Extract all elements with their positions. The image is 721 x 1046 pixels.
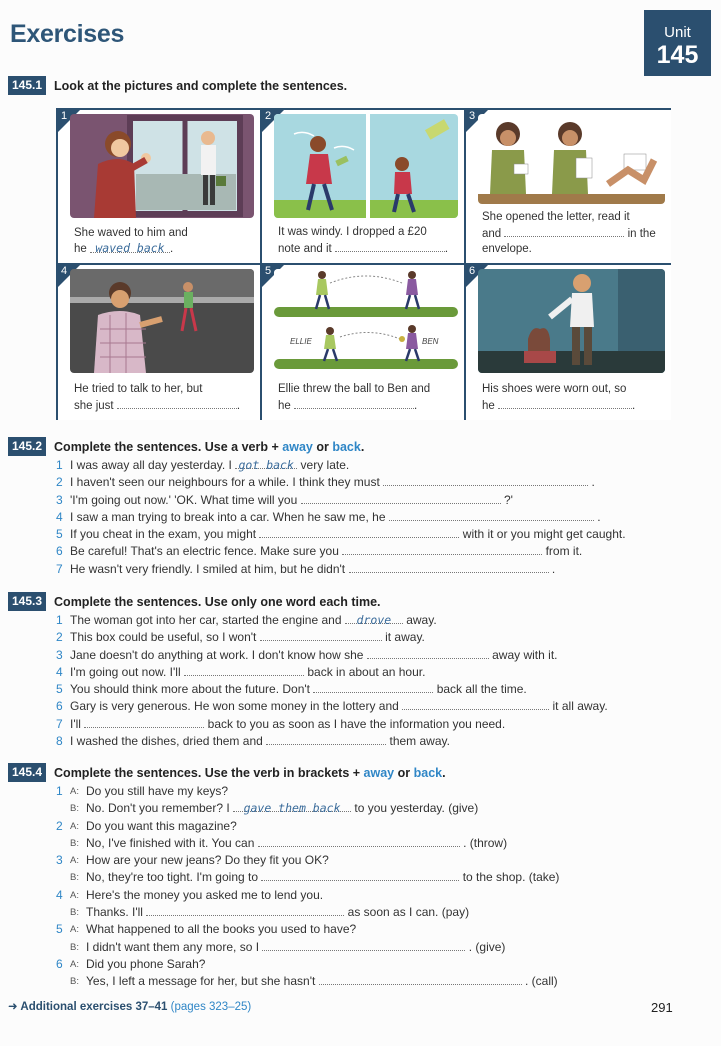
speaker-a: A: bbox=[70, 786, 79, 797]
item-suffix: back to you as soon as I have the information you need. bbox=[207, 716, 506, 731]
dialogue-question bbox=[56, 783, 559, 800]
speaker-a: A: bbox=[70, 924, 79, 936]
dialogue-question bbox=[56, 852, 559, 869]
exercise-item bbox=[56, 457, 626, 474]
cell-3-line-2b: in the bbox=[627, 228, 656, 240]
item-number: 2 bbox=[56, 818, 63, 833]
item-prefix: I saw a man trying to break into a car. When he saw me, he bbox=[70, 509, 386, 524]
dialogue-question bbox=[56, 818, 559, 835]
dialogue-answer bbox=[56, 904, 559, 921]
speaker-b: B: bbox=[70, 872, 79, 884]
cell-number: 2 bbox=[265, 110, 272, 122]
section-instruction: Look at the pictures and complete the sentences. bbox=[54, 78, 348, 93]
cell-3-line-1: She opened the letter, read it bbox=[482, 211, 630, 223]
item-prefix: This box could be useful, so I won't bbox=[70, 630, 257, 645]
item-number: 2 bbox=[56, 630, 63, 645]
item-prefix: Thanks. I'll bbox=[86, 905, 143, 920]
item-number-spacer bbox=[56, 904, 70, 921]
waving-woman-illustration bbox=[70, 114, 254, 218]
item-prefix: You should think more about the future. Don't bbox=[70, 682, 311, 697]
item-prefix: The woman got into her car, started the engine and bbox=[70, 613, 342, 627]
section-145-1-header bbox=[8, 76, 347, 95]
answer-text bbox=[86, 800, 478, 817]
question-text: Do you still have my keys? bbox=[86, 784, 229, 798]
item-number-spacer bbox=[56, 869, 70, 886]
page-title: Exercises bbox=[10, 20, 125, 48]
item-text bbox=[70, 457, 349, 474]
cell-3-line-3: envelope. bbox=[482, 243, 532, 255]
speaker-b: B: bbox=[70, 837, 79, 849]
answer-blank[interactable] bbox=[258, 835, 460, 847]
item-number: 8 bbox=[56, 734, 63, 749]
answer-text bbox=[86, 973, 558, 990]
item-text bbox=[70, 543, 582, 560]
item-prefix: If you cheat in the exam, you might bbox=[70, 527, 257, 542]
answer-blank[interactable]: drove bbox=[345, 612, 403, 624]
item-number: 7 bbox=[56, 561, 63, 576]
item-suffix: . bbox=[597, 509, 601, 524]
item-text bbox=[70, 716, 505, 733]
item-prefix: No, I've finished with it. You can bbox=[86, 835, 255, 850]
picture-cell-5 bbox=[262, 265, 464, 420]
exercise-item bbox=[56, 526, 626, 543]
item-number-spacer bbox=[56, 800, 70, 817]
item-suffix: it away. bbox=[385, 630, 425, 645]
item-suffix: to you yesterday. (give) bbox=[354, 801, 479, 816]
cell-number: 6 bbox=[469, 265, 476, 277]
answer-blank[interactable] bbox=[259, 526, 459, 538]
item-prefix: I didn't want them any more, so I bbox=[86, 939, 260, 954]
item-number: 5 bbox=[56, 682, 63, 697]
item-prefix: I'm going out now. I'll bbox=[70, 664, 181, 679]
link-pages: (pages 323–25) bbox=[170, 1001, 252, 1013]
item-suffix: very late. bbox=[300, 458, 350, 472]
answer-blank[interactable]: gave them back bbox=[233, 800, 351, 812]
item-prefix: 'I'm going out now.' 'OK. What time will you bbox=[70, 492, 298, 507]
speaker-b: B: bbox=[70, 976, 79, 988]
windy-illustration bbox=[274, 114, 458, 218]
item-text bbox=[70, 733, 450, 750]
item-suffix: back all the time. bbox=[436, 682, 527, 697]
ellie-label: ELLIE bbox=[290, 337, 312, 346]
exercise-item bbox=[56, 474, 626, 491]
speaker-a: A: bbox=[70, 855, 79, 867]
picture-cell-3 bbox=[466, 110, 671, 263]
item-number-spacer bbox=[56, 939, 70, 956]
exercise-item bbox=[56, 492, 626, 509]
item-prefix: No, they're too tight. I'm going to bbox=[86, 870, 259, 885]
cell-6-answer-blank bbox=[498, 397, 632, 409]
item-text bbox=[70, 492, 513, 509]
unit-label: Unit bbox=[664, 24, 691, 41]
picture-grid bbox=[56, 108, 671, 420]
instruction-or: or bbox=[397, 765, 411, 780]
answer-text bbox=[86, 904, 469, 921]
section-instruction bbox=[54, 766, 446, 780]
item-text bbox=[70, 526, 626, 543]
question-text: What happened to all the books you used to have? bbox=[86, 922, 357, 937]
dialogue-question bbox=[56, 956, 559, 973]
item-suffix: them away. bbox=[389, 734, 450, 749]
unit-badge bbox=[644, 10, 711, 76]
answer-blank[interactable]: got back bbox=[235, 457, 297, 469]
cell-2-answer-blank bbox=[335, 240, 445, 252]
item-number: 6 bbox=[56, 544, 63, 559]
speaker-a: A: bbox=[70, 958, 79, 970]
item-prefix: Jane doesn't do anything at work. I don't know how she bbox=[70, 647, 364, 662]
item-prefix: I was away all day yesterday. I bbox=[70, 458, 232, 472]
answer-blank[interactable] bbox=[146, 904, 344, 916]
speaker-a: A: bbox=[70, 820, 79, 832]
item-suffix: . bbox=[551, 561, 556, 576]
section-145-4-items bbox=[56, 783, 559, 991]
question-text: How are your new jeans? Do they fit you OK? bbox=[86, 853, 329, 868]
cell-2-line-2a: note and it bbox=[278, 243, 332, 255]
item-text bbox=[70, 629, 425, 646]
letter-reading-illustration bbox=[478, 114, 665, 204]
cell-2-line-1: It was windy. I dropped a £20 bbox=[278, 226, 427, 238]
ball-throw-illustration bbox=[274, 269, 458, 373]
cell-5-line-2a: he bbox=[278, 400, 291, 412]
arrow-icon: ➜ bbox=[8, 1001, 18, 1013]
item-prefix: Gary is very generous. He won some money in the lottery and bbox=[70, 699, 399, 714]
item-prefix: I washed the dishes, dried them and bbox=[70, 734, 263, 749]
keyword-away: away bbox=[282, 439, 313, 454]
keyword-away: away bbox=[363, 765, 395, 780]
answer-blank[interactable] bbox=[342, 543, 542, 555]
section-145-2-header bbox=[8, 437, 364, 456]
answer-text bbox=[86, 835, 507, 852]
item-suffix: as soon as I can. (pay) bbox=[347, 905, 470, 920]
section-instruction: Complete the sentences. Use only one word each time. bbox=[54, 594, 381, 609]
instruction-period: . bbox=[442, 765, 446, 780]
exercise-item bbox=[56, 698, 608, 715]
section-145-3-items bbox=[56, 612, 608, 750]
cell-6-line-2b: . bbox=[632, 400, 636, 412]
keyword-back: back bbox=[413, 765, 443, 780]
answer-text bbox=[86, 939, 505, 956]
answer-blank[interactable] bbox=[184, 664, 304, 676]
dialogue-question bbox=[56, 921, 559, 938]
exercise-item bbox=[56, 612, 608, 629]
picture-cell-4 bbox=[58, 265, 260, 420]
item-text bbox=[70, 474, 595, 491]
question-text: Do you want this magazine? bbox=[86, 818, 237, 833]
cell-4-line-2b: . bbox=[236, 400, 241, 412]
answer-blank[interactable] bbox=[367, 647, 489, 659]
exercise-item bbox=[56, 629, 608, 646]
keyword-back: back bbox=[332, 439, 361, 454]
item-prefix: I haven't seen our neighbours for a while. I think they must bbox=[70, 475, 380, 490]
answer-text bbox=[86, 869, 559, 886]
answer-blank[interactable] bbox=[383, 474, 588, 486]
item-text bbox=[70, 612, 437, 629]
item-text bbox=[70, 647, 557, 664]
question-text: Did you phone Sarah? bbox=[86, 956, 206, 971]
item-suffix: ?' bbox=[503, 492, 513, 507]
item-number: 5 bbox=[56, 527, 63, 542]
item-suffix: to the shop. (take) bbox=[462, 870, 560, 885]
ben-label: BEN bbox=[422, 337, 439, 346]
dialogue-question bbox=[56, 887, 559, 904]
item-suffix: with it or you might get caught. bbox=[462, 527, 626, 542]
cell-1-line-2a: he bbox=[74, 243, 87, 255]
item-prefix: I'll bbox=[70, 716, 81, 731]
item-number: 3 bbox=[56, 853, 63, 868]
cell-4-answer-blank bbox=[117, 397, 237, 409]
cell-3-line-2a: and bbox=[482, 228, 502, 240]
exercise-item bbox=[56, 716, 608, 733]
exercise-item bbox=[56, 733, 608, 750]
exercise-item bbox=[56, 509, 626, 526]
item-text bbox=[70, 698, 608, 715]
picture-cell-1 bbox=[58, 110, 260, 263]
cell-number: 5 bbox=[265, 265, 272, 277]
cell-1-line-1: She waved to him and bbox=[74, 227, 188, 239]
item-text bbox=[70, 509, 601, 526]
answer-blank[interactable] bbox=[260, 629, 382, 641]
instruction-period: . bbox=[360, 439, 365, 454]
item-suffix: it all away. bbox=[552, 699, 608, 714]
answer-blank[interactable] bbox=[261, 869, 459, 881]
instruction-text: Complete the sentences. Use a verb + bbox=[54, 439, 279, 454]
cell-4-line-1: He tried to talk to her, but bbox=[74, 383, 203, 395]
exercise-item bbox=[56, 561, 626, 578]
section-instruction bbox=[54, 440, 364, 454]
item-suffix: . (give) bbox=[468, 939, 506, 954]
section-145-4-header bbox=[8, 763, 446, 782]
section-number: 145.1 bbox=[8, 76, 46, 95]
unit-number: 145 bbox=[656, 41, 699, 69]
exercise-item bbox=[56, 543, 626, 560]
item-number: 4 bbox=[56, 509, 63, 524]
dialogue-answer bbox=[56, 869, 559, 886]
page-number: 291 bbox=[651, 1000, 673, 1015]
item-text bbox=[70, 561, 555, 578]
item-number: 2 bbox=[56, 475, 63, 490]
picture-cell-6 bbox=[466, 265, 671, 420]
item-number: 7 bbox=[56, 716, 63, 731]
item-prefix: No. Don't you remember? I bbox=[86, 801, 230, 816]
item-prefix: He wasn't very friendly. I smiled at him, but he didn't bbox=[70, 561, 346, 576]
section-number: 145.4 bbox=[8, 763, 46, 782]
link-text: Additional exercises 37–41 bbox=[20, 1001, 168, 1013]
item-number: 1 bbox=[56, 458, 63, 472]
item-number: 4 bbox=[56, 664, 63, 679]
answer-blank[interactable] bbox=[313, 681, 433, 693]
item-suffix: away. bbox=[406, 613, 437, 627]
cell-4-line-2a: she just bbox=[74, 400, 114, 412]
cell-1-line-2b: . bbox=[170, 243, 174, 255]
item-number-spacer bbox=[56, 835, 70, 852]
exercise-item bbox=[56, 681, 608, 698]
cell-6-line-1: His shoes were worn out, so bbox=[482, 383, 627, 395]
speaker-b: B: bbox=[70, 803, 79, 815]
worn-shoes-illustration bbox=[478, 269, 665, 373]
cell-number: 1 bbox=[61, 110, 68, 122]
dialogue-answer bbox=[56, 835, 559, 852]
answer-blank[interactable] bbox=[84, 716, 204, 728]
answer-blank[interactable] bbox=[319, 973, 522, 985]
dialogue-answer bbox=[56, 973, 559, 990]
item-prefix: Yes, I left a message for her, but she hasn't bbox=[86, 974, 316, 989]
speaker-a: A: bbox=[70, 889, 79, 901]
answer-blank[interactable] bbox=[402, 698, 549, 710]
item-suffix: . (throw) bbox=[463, 835, 508, 850]
item-suffix: . (call) bbox=[525, 974, 558, 989]
item-number: 4 bbox=[56, 887, 63, 902]
item-number: 6 bbox=[56, 956, 63, 971]
item-number: 6 bbox=[56, 699, 63, 714]
instruction-text: Complete the sentences. Use the verb in brackets + bbox=[54, 765, 361, 780]
item-number: 3 bbox=[56, 647, 63, 662]
instruction-or: or bbox=[316, 439, 329, 454]
cell-2-line-2b: . bbox=[444, 243, 449, 255]
answer-blank[interactable] bbox=[266, 733, 386, 745]
additional-exercises-link[interactable] bbox=[8, 999, 251, 1013]
section-number: 145.2 bbox=[8, 437, 46, 456]
item-number-spacer bbox=[56, 973, 70, 990]
dialogue-answer bbox=[56, 939, 559, 956]
cell-3-answer-blank bbox=[504, 225, 624, 237]
item-number: 5 bbox=[56, 922, 63, 937]
exercise-item bbox=[56, 664, 608, 681]
cell-1-answer: waved back bbox=[90, 241, 170, 253]
cell-5-answer-blank bbox=[294, 397, 414, 409]
answer-blank[interactable] bbox=[389, 509, 594, 521]
cell-5-line-1: Ellie threw the ball to Ben and bbox=[278, 383, 431, 395]
picture-cell-2 bbox=[262, 110, 464, 263]
speaker-b: B: bbox=[70, 907, 79, 919]
speaker-b: B: bbox=[70, 941, 79, 953]
item-suffix: back in about an hour. bbox=[307, 664, 426, 679]
answer-blank[interactable] bbox=[262, 939, 465, 951]
answer-blank[interactable] bbox=[301, 492, 501, 504]
item-text bbox=[70, 664, 425, 681]
cell-number: 3 bbox=[469, 110, 476, 122]
section-145-3-header bbox=[8, 592, 381, 611]
dialogue-answer bbox=[56, 800, 559, 817]
item-number: 1 bbox=[56, 613, 63, 627]
item-suffix: away with it. bbox=[492, 647, 558, 662]
section-145-2-items bbox=[56, 457, 626, 578]
cell-number: 4 bbox=[61, 265, 68, 277]
answer-blank[interactable] bbox=[349, 561, 549, 573]
street-illustration bbox=[70, 269, 254, 373]
cell-6-line-2a: he bbox=[482, 400, 495, 412]
item-text bbox=[70, 681, 527, 698]
item-number: 1 bbox=[56, 784, 63, 798]
cell-5-line-2b: . bbox=[414, 400, 418, 412]
exercise-item bbox=[56, 647, 608, 664]
item-number: 3 bbox=[56, 492, 63, 507]
item-prefix: Be careful! That's an electric fence. Make sure you bbox=[70, 544, 339, 559]
question-text: Here's the money you asked me to lend you. bbox=[86, 887, 324, 902]
item-suffix: from it. bbox=[545, 544, 583, 559]
item-suffix: . bbox=[591, 475, 595, 490]
section-number: 145.3 bbox=[8, 592, 46, 611]
